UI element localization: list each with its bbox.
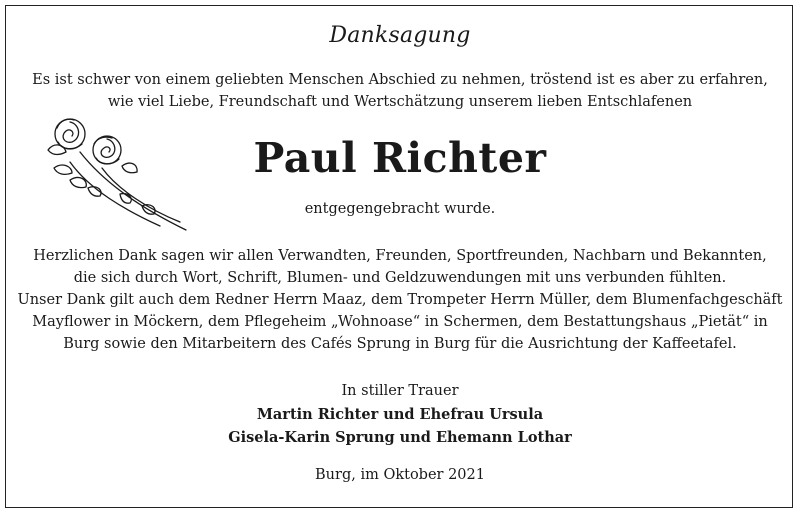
thanks-line: Mayflower in Möckern, dem Pflegeheim „Wohnoase“ in Schermen, dem Bestattungshaus „Pietät“ in [32, 314, 768, 330]
place-date: Burg, im Oktober 2021 [315, 467, 485, 483]
thanks-line: Herzlichen Dank sagen wir allen Verwandten, Freunden, Sportfreunden, Nachbarn und Bekannten, [33, 248, 767, 264]
intro-line: wie viel Liebe, Freundschaft und Wertschätzung unserem lieben Entschlafenen [107, 94, 693, 110]
thanks-line: Burg sowie den Mitarbeitern des Cafés Sprung in Burg für die Ausrichtung der Kaffeetafel. [63, 336, 737, 352]
intro-line: Es ist schwer von einem geliebten Menschen Abschied zu nehmen, tröstend ist es aber zu erfahren, [32, 72, 768, 88]
mourner-name: Martin Richter und Ehefrau Ursula [256, 406, 544, 423]
thanks-paragraph [10, 245, 790, 355]
intro-text [20, 69, 780, 113]
mourner-name: Gisela-Karin Sprung und Ehemann Lothar [228, 429, 572, 446]
after-name-text: entgegengebracht wurde. [304, 201, 496, 217]
thanks-line: die sich durch Wort, Schrift, Blumen- und Geldzuwendungen mit uns verbunden fühlten. [73, 270, 727, 286]
mourning-block [0, 380, 800, 449]
notice-heading: Danksagung [329, 23, 471, 48]
mourning-label: In stiller Trauer [341, 383, 459, 399]
deceased-name: Paul Richter [253, 134, 547, 182]
thanks-line: Unser Dank gilt auch dem Redner Herrn Maaz, dem Trompeter Herrn Müller, dem Blumenfachgeschäft [17, 292, 783, 308]
